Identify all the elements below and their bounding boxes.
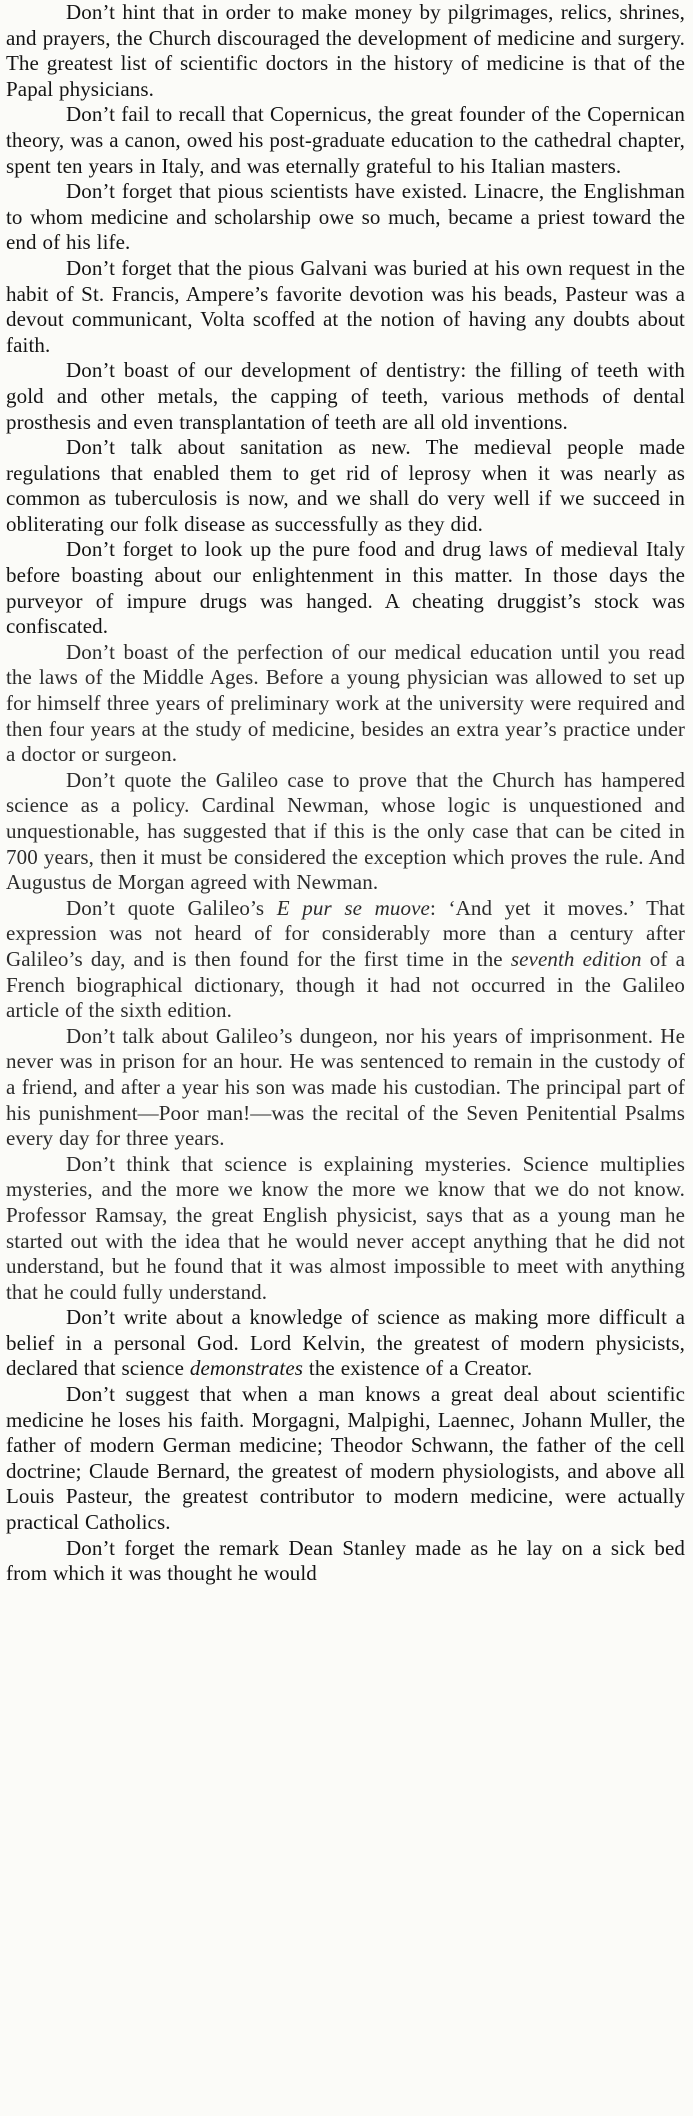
paragraph-text: Don’t talk about sanitation as new. The medieval people made regulations that enabled them to get rid of leprosy when it was nearly as common as tuberculosis is now, and we shall do very well if we succeed in obliterating our folk disease as successfully as they did. bbox=[6, 435, 685, 536]
paragraph-text: Don’t forget to look up the pure food and drug laws of medieval Italy before boasting about our enlightenment in this matter. In those days the purveyor of impure drugs was hanged. A cheating druggist’s stock was confiscated. bbox=[6, 537, 685, 639]
article-paragraph bbox=[6, 1024, 685, 1152]
paragraph-text: of a French biographical dictionary, though it had not occurred in the Galileo article of the sixth edition. bbox=[6, 946, 685, 1023]
paragraph-text: Don’t forget that pious scientists have existed. Linacre, the Englishman to whom medicine and scholarship owe so much, became a priest toward the end of his life. bbox=[6, 179, 685, 255]
paragraph-text: Don’t talk about Galileo’s dungeon, nor his years of imprisonment. He never was in prison for an hour. He was sentenced to remain in the custody of a friend, and after a year his son was made his custodian. The principal part of his punishment—Poor man!—was the recital of the Seven Penitential Psalms every day for three years. bbox=[6, 1023, 685, 1151]
article-paragraph bbox=[6, 179, 685, 256]
paragraph-text: Don’t hint that in order to make money by pilgrimages, relics, shrines, and prayers, the Church discouraged the development of medicine and surgery. The greatest list of scientific doctors in the history of medicine is that of the Papal physicians. bbox=[6, 0, 685, 101]
paragraph-text: Don’t quote Galileo’s bbox=[66, 895, 277, 920]
paragraph-text: the existence of a Creator. bbox=[303, 1356, 533, 1381]
italic-phrase: demonstrates bbox=[189, 1356, 304, 1381]
article-paragraph bbox=[6, 640, 685, 768]
article-paragraph bbox=[6, 102, 685, 179]
paragraph-text: Don’t think that science is explaining mysteries. Science multiplies mysteries, and the more we know the more we know that we do not know. Professor Ramsay, the great English physicist, says that as a young man he started out with the idea that he would never accept anything that he did not understand, but he found that it was almost impossible to meet with anything that he could fully understand. bbox=[6, 1151, 685, 1304]
article-paragraph bbox=[6, 358, 685, 435]
article-paragraph bbox=[6, 1152, 685, 1306]
paragraph-text: Don’t quote the Galileo case to prove that the Church has hampered science as a policy. Cardinal Newman, whose logic is unquestioned and unquestionable, has suggested that if this is the only case that can be cited in 700 years, then it must be considered the exception which proves the rule. And Augustus de Morgan agreed with Newman. bbox=[6, 767, 685, 895]
paragraph-text: Don’t fail to recall that Copernicus, the great founder of the Copernican theory, was a canon, owed his post-graduate education to the cathedral chapter, spent ten years in Italy, and was eternally grateful to his Italian masters. bbox=[6, 102, 685, 178]
italic-phrase: seventh edition bbox=[510, 946, 642, 971]
paragraph-text: Don’t boast of our development of dentistry: the filling of teeth with gold and other metals, the capping of teeth, various methods of dental prosthesis and even transplantation of teeth are all old inventions. bbox=[6, 358, 685, 434]
article-paragraph bbox=[6, 0, 685, 102]
paragraph-text: Don’t write about a knowledge of science as making more difficult a belief in a personal God. Lord Kelvin, the greatest of modern physicists, declared that science bbox=[6, 1305, 685, 1381]
paragraph-text: : ‘And yet it moves.’ That expression was not heard of for considerably more than a century after Galileo’s day, and is then found for the first time in the bbox=[6, 895, 685, 971]
paragraph-text: Don’t forget that the pious Galvani was buried at his own request in the habit of St. Francis, Ampere’s favorite devotion was his beads, Pasteur was a devout communicant, Volta scoffed at the notion of having any doubts about faith. bbox=[6, 255, 685, 357]
italic-phrase: E pur se muove bbox=[276, 895, 430, 920]
paragraph-text: Don’t suggest that when a man knows a great deal about scientific medicine he loses his faith. Morgagni, Malpighi, Laennec, Johann Muller, the father of modern German medicine; Theodor Schwann, the father of the cell doctrine; Claude Bernard, the greatest of modern physiologists, and above all Louis Pasteur, the greatest contributor to modern medicine, were actually practical Catholics. bbox=[6, 1382, 685, 1535]
article-paragraph bbox=[6, 896, 685, 1024]
article-paragraph bbox=[6, 1382, 685, 1536]
article-paragraph bbox=[6, 435, 685, 537]
article-paragraph bbox=[6, 256, 685, 358]
article-paragraph bbox=[6, 537, 685, 639]
article-paragraph bbox=[6, 1536, 685, 1587]
article-paragraph bbox=[6, 1305, 685, 1382]
article-column bbox=[6, 0, 685, 1587]
article-paragraph bbox=[6, 768, 685, 896]
paragraph-text: Don’t forget the remark Dean Stanley made as he lay on a sick bed from which it was thought he would bbox=[6, 1535, 685, 1586]
paragraph-text: Don’t boast of the perfection of our medical education until you read the laws of the Middle Ages. Before a young physician was allowed to set up for himself three years of preliminary work at the university were required and then four years at the study of medicine, besides an extra year’s practice under a doctor or surgeon. bbox=[6, 639, 685, 767]
